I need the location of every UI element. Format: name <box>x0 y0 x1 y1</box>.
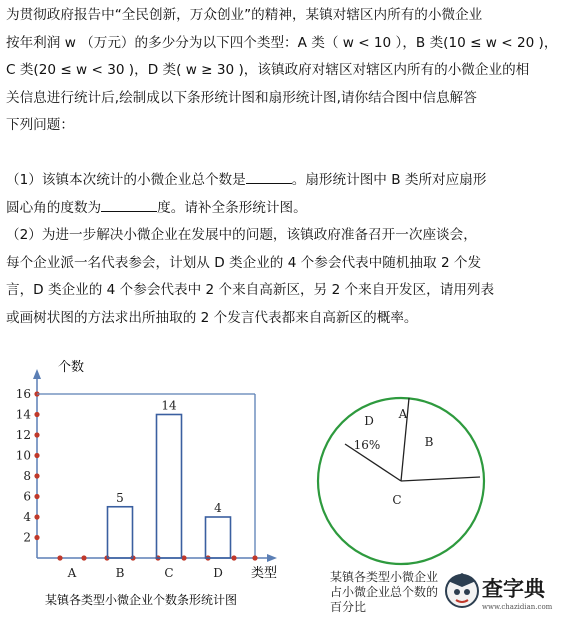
category-label: C <box>164 566 174 580</box>
q2-line: （2）为进一步解决小微企业在发展中的问题，该镇政府准备召开一次座谈会， <box>6 227 477 243</box>
y-tick-label: 10 <box>15 448 31 463</box>
pie-slice-label: B <box>424 435 434 449</box>
category-label: D <box>213 566 223 580</box>
x-axis-label: 类型 <box>251 566 278 581</box>
y-tick-dot <box>34 412 39 417</box>
pie-percent-label: 16% <box>353 438 381 452</box>
pie-slice-label: C <box>392 493 402 507</box>
q1-text: 度。请补全条形统计图。 <box>157 199 307 216</box>
intro-line: 下列问题： <box>6 117 74 133</box>
watermark-brand: 查字典 <box>482 576 545 601</box>
q2-line: 言，D 类企业的 4 个参会代表中 2 个来自高新区，另 2 个来自开发区，请用列表 <box>6 282 495 298</box>
bar <box>108 507 133 558</box>
q1-text: 圆心角的度数为 <box>6 199 102 216</box>
question-2 <box>6 222 566 332</box>
x-tick-dot <box>57 555 62 560</box>
x-tick-dot <box>252 555 257 560</box>
x-axis-arrow <box>267 554 277 562</box>
intro-line: 为贯彻政府报告中“全民创新，万众创业”的精神，某镇对辖区内所有的小微企业 <box>6 7 483 23</box>
y-tick-label: 2 <box>23 530 31 545</box>
x-tick-dot <box>231 555 236 560</box>
y-axis-arrow <box>33 369 41 379</box>
intro-line: C 类(20 ≤ w < 30 )，D 类( w ≥ 30 )，该镇政府对辖区对辖区内所有的小微企业的相 <box>6 62 530 78</box>
bar-value-label: 5 <box>116 490 124 505</box>
y-tick-label: 6 <box>23 489 31 504</box>
watermark-logo <box>440 565 571 619</box>
bar <box>206 517 231 558</box>
bar <box>157 415 182 559</box>
y-tick-label: 4 <box>23 510 31 524</box>
answer-blank-total[interactable] <box>246 167 292 184</box>
bar-chart <box>0 355 300 619</box>
y-tick-dot <box>34 453 39 458</box>
y-tick-dot <box>34 494 39 499</box>
q2-line: 或画树状图的方法求出所抽取的 2 个发言代表都来自高新区的概率。 <box>6 309 418 326</box>
q1-text: 。扇形统计图中 B 类所对应扇形 <box>291 172 487 188</box>
watermark-site: www.chazidian.com <box>482 603 553 611</box>
problem-intro <box>6 2 566 140</box>
y-axis-label: 个数 <box>58 360 85 375</box>
bar-value-label: 14 <box>161 398 177 413</box>
q2-line: 每个企业派一名代表参会，计划从 D 类企业的 4 个参会代表中随机抽取 2 个发 <box>6 254 482 271</box>
intro-line: 关信息进行统计后,绘制成以下条形统计图和扇形统计图,请你结合图中信息解答 <box>6 89 477 106</box>
category-label: A <box>67 566 77 580</box>
y-tick-dot <box>34 535 39 540</box>
x-tick-dot <box>81 555 86 560</box>
bar-value-label: 4 <box>214 501 222 515</box>
y-tick-label: 16 <box>15 387 31 401</box>
y-tick-label: 14 <box>15 407 31 422</box>
y-tick-dot <box>34 473 39 478</box>
answer-blank-angle[interactable] <box>101 195 157 212</box>
question-1 <box>6 167 566 222</box>
pie-slice-label: A <box>398 407 408 421</box>
y-tick-dot <box>34 432 39 437</box>
q1-text: （1）该镇本次统计的小微企业总个数是 <box>6 172 246 188</box>
bar-chart-svg <box>0 355 300 619</box>
pie-slice-label: D <box>364 414 374 428</box>
pie-chart-caption: 某镇各类型小微企业占小微企业总个数的百分比 <box>330 570 439 614</box>
y-tick-label: 12 <box>15 428 31 442</box>
category-label: B <box>115 566 125 580</box>
y-tick-dot <box>34 514 39 519</box>
y-tick-label: 8 <box>23 469 31 483</box>
bar-chart-caption: 某镇各类型小微企业个数条形统计图 <box>45 593 238 607</box>
intro-line: 按年利润 w （万元）的多少分为以下四个类型：A 类（ w < 10 ），B 类(10 ≤ w < 20 )， <box>6 34 558 51</box>
